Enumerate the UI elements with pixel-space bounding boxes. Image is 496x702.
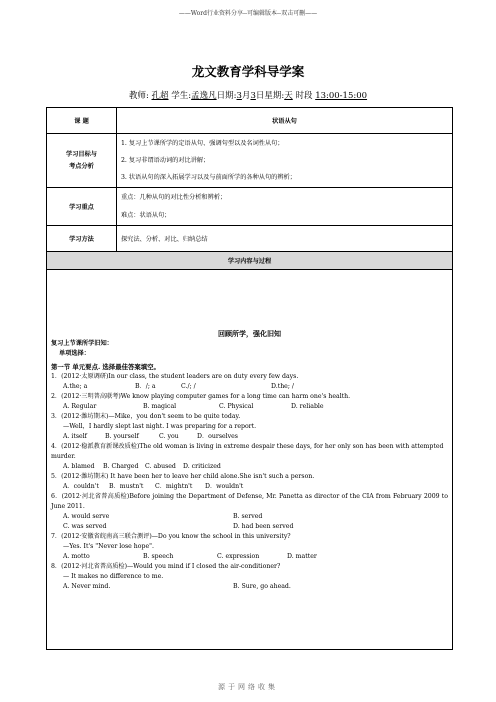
option-a: A. blamed (63, 462, 95, 470)
question-options (51, 432, 448, 442)
option-d: D．wouldn't (205, 482, 244, 490)
option-b: B. yourself (105, 432, 139, 440)
day-value: 3 (250, 91, 256, 101)
question-dialogue: —Yes. It's "Never lose hope". (63, 542, 154, 550)
goal-item: 3. 状语从句的深入拓展学习以及与前面所学的各种从句的辨析； (121, 173, 296, 181)
review-title: 回顾所学，强化旧知 (218, 328, 281, 338)
teacher-label: 教师: (128, 91, 149, 101)
option-c: C. abused (145, 462, 176, 470)
option-c: C./; / (181, 382, 196, 390)
option-d: D. matter (287, 552, 317, 560)
question-options (51, 522, 448, 532)
option-b: B. Charged (103, 462, 139, 470)
question-stem: 3．(2012·潍坊期末)—Mike，you don't seem to be quite today. (51, 412, 241, 420)
option-b: B．mustn't (109, 482, 144, 490)
question-stem: 2．(2012·三明普高联考)We know playing computer games for a long time can harm one's health. (51, 392, 351, 400)
option-b: B. magical (143, 402, 177, 410)
option-d: D. criticized (183, 462, 221, 470)
weekday-label: 星期: (264, 91, 285, 101)
option-b: B．/; a (135, 382, 156, 390)
option-d: D.the; / (271, 382, 294, 390)
option-a: A.the; a (63, 382, 88, 390)
question-2 (51, 392, 448, 412)
goal-item: 1. 复习上节课所学的定语从句、强调句型以及名词性从句； (121, 139, 284, 147)
option-b: B. Sure, go ahead. (233, 582, 291, 590)
page-title: 龙文教育学科导学案 (191, 64, 305, 79)
student-value: 孟逸凡 (191, 91, 217, 101)
option-a: A. would serve (63, 512, 110, 520)
focus-key: 重点：几种从句的对比性分析和辨析； (121, 193, 227, 201)
question-5 (51, 472, 448, 492)
option-b: B. served (233, 512, 263, 520)
option-b: B. speech (143, 552, 174, 560)
topic-label: 课 题 (47, 108, 117, 134)
question-options (51, 382, 448, 392)
question-stem: 7．(2012·安徽省皖南高三联合测评)—Do you know the school in this university? (51, 532, 291, 540)
question-stem: 1．(2012·太原调研)In our class, the student leaders are on duty every few days. (51, 372, 299, 380)
option-a: A．couldn't (63, 482, 99, 490)
option-c: C．mightn't (155, 482, 193, 490)
method-content: 探究法、分析、对比、归纳总结 (117, 226, 453, 252)
question-stem: 4．(2012·稳派教育新课改质检)The old woman is living in extreme despair these days, for her only son has been with attempted murder. (51, 442, 444, 460)
page-footer: 源于网络收集 (218, 683, 278, 691)
option-c: C. Physical (219, 402, 254, 410)
option-d: D. had been served (233, 522, 294, 530)
option-c: C. you (159, 432, 179, 440)
focus-difficulty: 难点：状语从句； (121, 211, 171, 219)
process-content (47, 270, 453, 650)
weekday-value: 天 (284, 91, 293, 101)
focus-label: 学习重点 (47, 188, 117, 226)
question-options (51, 482, 448, 492)
review-subtitle: 复习上节课所学旧知： (51, 339, 113, 347)
question-4 (51, 442, 448, 472)
process-band: 学习内容与过程 (47, 252, 453, 270)
question-stem: 5．(2012·潍坊期末) It have been her to leave her child alone.She isn't such a person. (51, 472, 315, 480)
time-label: 时段 (295, 91, 313, 101)
single-choice-label: 单项选择： (59, 349, 90, 357)
goals-content (117, 134, 453, 188)
question-options (51, 582, 448, 592)
question-options (51, 512, 448, 522)
goals-label-line-2: 考点分析 (69, 162, 94, 170)
option-a: A. itself (63, 432, 87, 440)
info-line (0, 89, 496, 101)
question-options (51, 402, 448, 412)
option-d: D. reliable (291, 402, 324, 410)
question-6 (51, 492, 448, 532)
day-unit: 日 (255, 91, 265, 101)
topic-value: 状语从句 (117, 108, 453, 134)
goals-label (47, 134, 117, 188)
month-unit: 月 (241, 91, 251, 101)
page-header: ——Word行业资料分享--可编辑版本--双击可删—— (178, 10, 318, 17)
question-stem: 6．(2012·河北省普高质检)Before joining the Department of Defense, Mr. Panetta as director of the CIA from February 2009 to June 2011. (51, 492, 448, 510)
time-value: 13:00-15:00 (315, 91, 368, 101)
date-label: 日期: (216, 91, 237, 101)
question-options (51, 552, 448, 562)
student-label: 学生: (171, 91, 192, 101)
goals-label-line-1: 学习目标与 (66, 150, 97, 158)
question-dialogue: —Well，I hardly slept last night. I was preparing for a report. (63, 422, 257, 430)
section-title: 第一节 单元要点. 选择最佳答案填空。 (51, 362, 160, 371)
focus-content (117, 188, 453, 226)
option-d: D．ourselves (197, 432, 238, 440)
goal-item: 2. 复习非谓语动词的对比讲解； (121, 156, 210, 164)
method-label: 学习方法 (47, 226, 117, 252)
month-value: 3 (236, 91, 242, 101)
question-dialogue: — It makes no difference to me. (63, 572, 164, 580)
option-c: C. was served (63, 522, 107, 530)
teacher-value: 孔超 (151, 91, 169, 101)
question-1 (51, 372, 448, 392)
option-a: A. Regular (63, 402, 97, 410)
question-7 (51, 532, 448, 562)
question-options (51, 462, 448, 472)
option-a: A. Never mind. (63, 582, 111, 590)
question-8 (51, 562, 448, 592)
question-3 (51, 412, 448, 442)
option-c: C. expression (217, 552, 260, 560)
option-a: A. motto (63, 552, 90, 560)
lesson-table (46, 107, 453, 650)
question-stem: 8．(2012·河北省普高质检)—Would you mind if I closed the air-conditioner? (51, 562, 281, 570)
